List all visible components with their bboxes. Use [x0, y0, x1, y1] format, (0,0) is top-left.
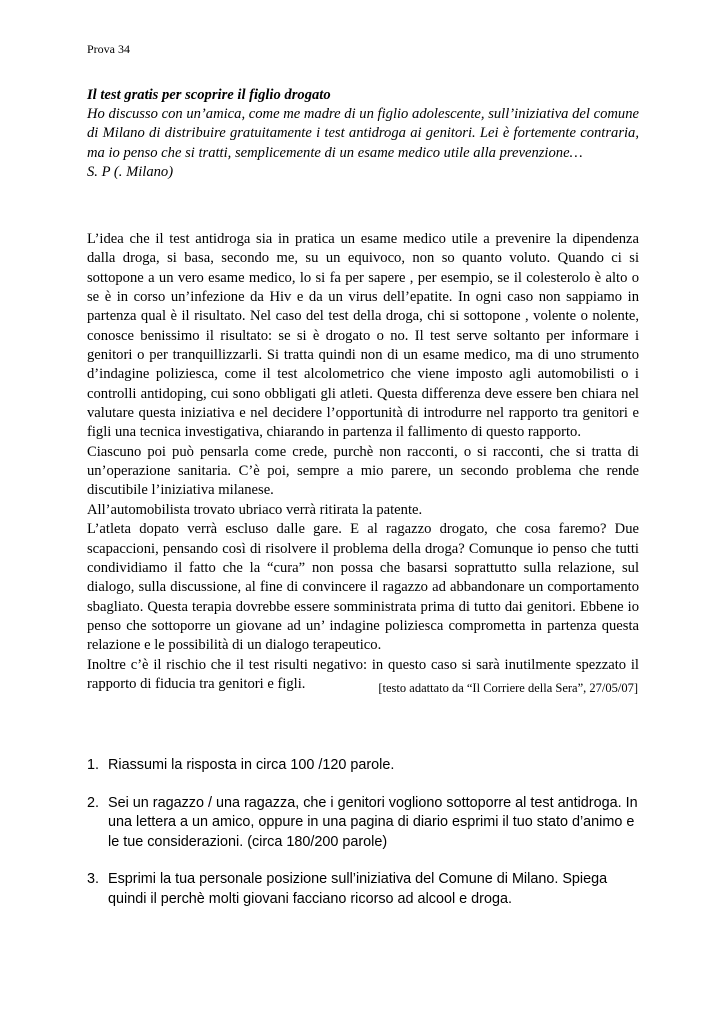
article-paragraph: L’atleta dopato verrà escluso dalle gare. E al ragazzo drogato, che cosa faremo? Due scapaccioni, pensando così di risolvere il problema della droga? Comunque io penso che tutti condividiamo il fatto che la “cura” non possa che basarsi soprattutto sulla relazione, sul dialogo, sulla discussione, al fine di convincere il ragazzo ad abbandonare un comportamento sbagliato. Questa terapia dovrebbe essere somministrata prima di tutto dai genitori. Ebbene io penso che sottoporre un giovane ad un’ indagine poliziesca comprometta in partenza questa relazione e le possibilità di un dialogo terapeutico.	[87, 521, 639, 654]
letter-body: Ho discusso con un’amica, come me madre di un figlio adolescente, sull’iniziativa del comune di Milano di distribuire gratuitamente i test antidroga ai genitori. Lei è fortemente contraria, ma io penso che si tratti, semplicemente di un esame medico utile alla prevenzione…	[87, 106, 639, 161]
article-paragraph: Ciascuno poi può pensarla come crede, purchè non racconti, o si racconti, che si tratta di un’operazione sanitaria. C’è poi, sempre a mio parere, un secondo problema che rende discutibile l’iniziativa milanese.	[87, 443, 639, 499]
letter-title: Il test gratis per scoprire il figlio drogato	[87, 87, 331, 103]
page-header: Prova 34	[87, 42, 130, 56]
task-item	[87, 870, 647, 909]
reader-letter	[87, 86, 639, 182]
article-paragraph: All’automobilista trovato ubriaco verrà ritirata la patente.	[87, 501, 423, 518]
article-paragraph: L’idea che il test antidroga sia in pratica un esame medico utile a prevenire la dipendenza dalla droga, si basa, secondo me, su un equivoco, non so quanto voluto. Quando ci si sottopone a un vero esame medico, lo si fa per sapere , per esempio, se il colesterolo è alto o se è in corso un’infezione da Hiv e da un virus dell’epatite. In ogni caso non sappiamo in partenza qual è il risultato. Nel caso del test della droga, chi si sottopone , volente o nolente, conosce benissimo il risultato: se si è drogato o no. Il test serve soltanto per informare i genitori o per tranquillizzarli. Si tratta quindi non di un esame medico, ma di uno strumento d’indagine poliziesca, come il test alcolometrico che viene imposto agli automobilisti o i controlli antidoping, cui sono obbligati gli atleti. Questa differenza deve essere ben chiara nel valutare questa iniziativa e nel decidere l’opportunità di introdurre nel rapporto tra genitori e figli una tecnica investigativa, chiarando in partenza il fallimento di questo rapporto.	[87, 231, 639, 441]
task-text: Sei un ragazzo / una ragazza, che i genitori vogliono sottoporre al test antidroga. In una lettera a un amico, oppure in una pagina di diario esprimi il tuo stato d’animo e le tue considerazioni. (circa 180/200 parole)	[108, 794, 638, 850]
signature-city: (. Milano)	[113, 163, 174, 180]
article-body	[87, 230, 639, 694]
task-number: 1.	[87, 757, 100, 773]
task-text: Esprimi la tua personale posizione sull’iniziativa del Comune di Milano. Spiega quindi il perchè molti giovani facciano ricorso ad alcool e droga.	[108, 871, 608, 907]
task-number: 3.	[87, 871, 100, 888]
task-list	[87, 756, 647, 928]
task-number: 2.	[87, 794, 100, 811]
signature-initials: S. P	[87, 163, 111, 180]
letter-signature	[87, 163, 639, 182]
task-text: Riassumi la risposta in circa 100 /120 parole.	[108, 757, 395, 773]
task-item	[87, 794, 647, 853]
article-source: [testo adattato da “Il Corriere della Sera”, 27/05/07]	[378, 681, 638, 695]
article-paragraph: Inoltre c’è il rischio che il test risulti negativo: in questo caso si sarà inutilmente spezzato il rapporto di fiducia tra genitori e figli.	[87, 656, 639, 692]
task-item	[87, 756, 647, 776]
